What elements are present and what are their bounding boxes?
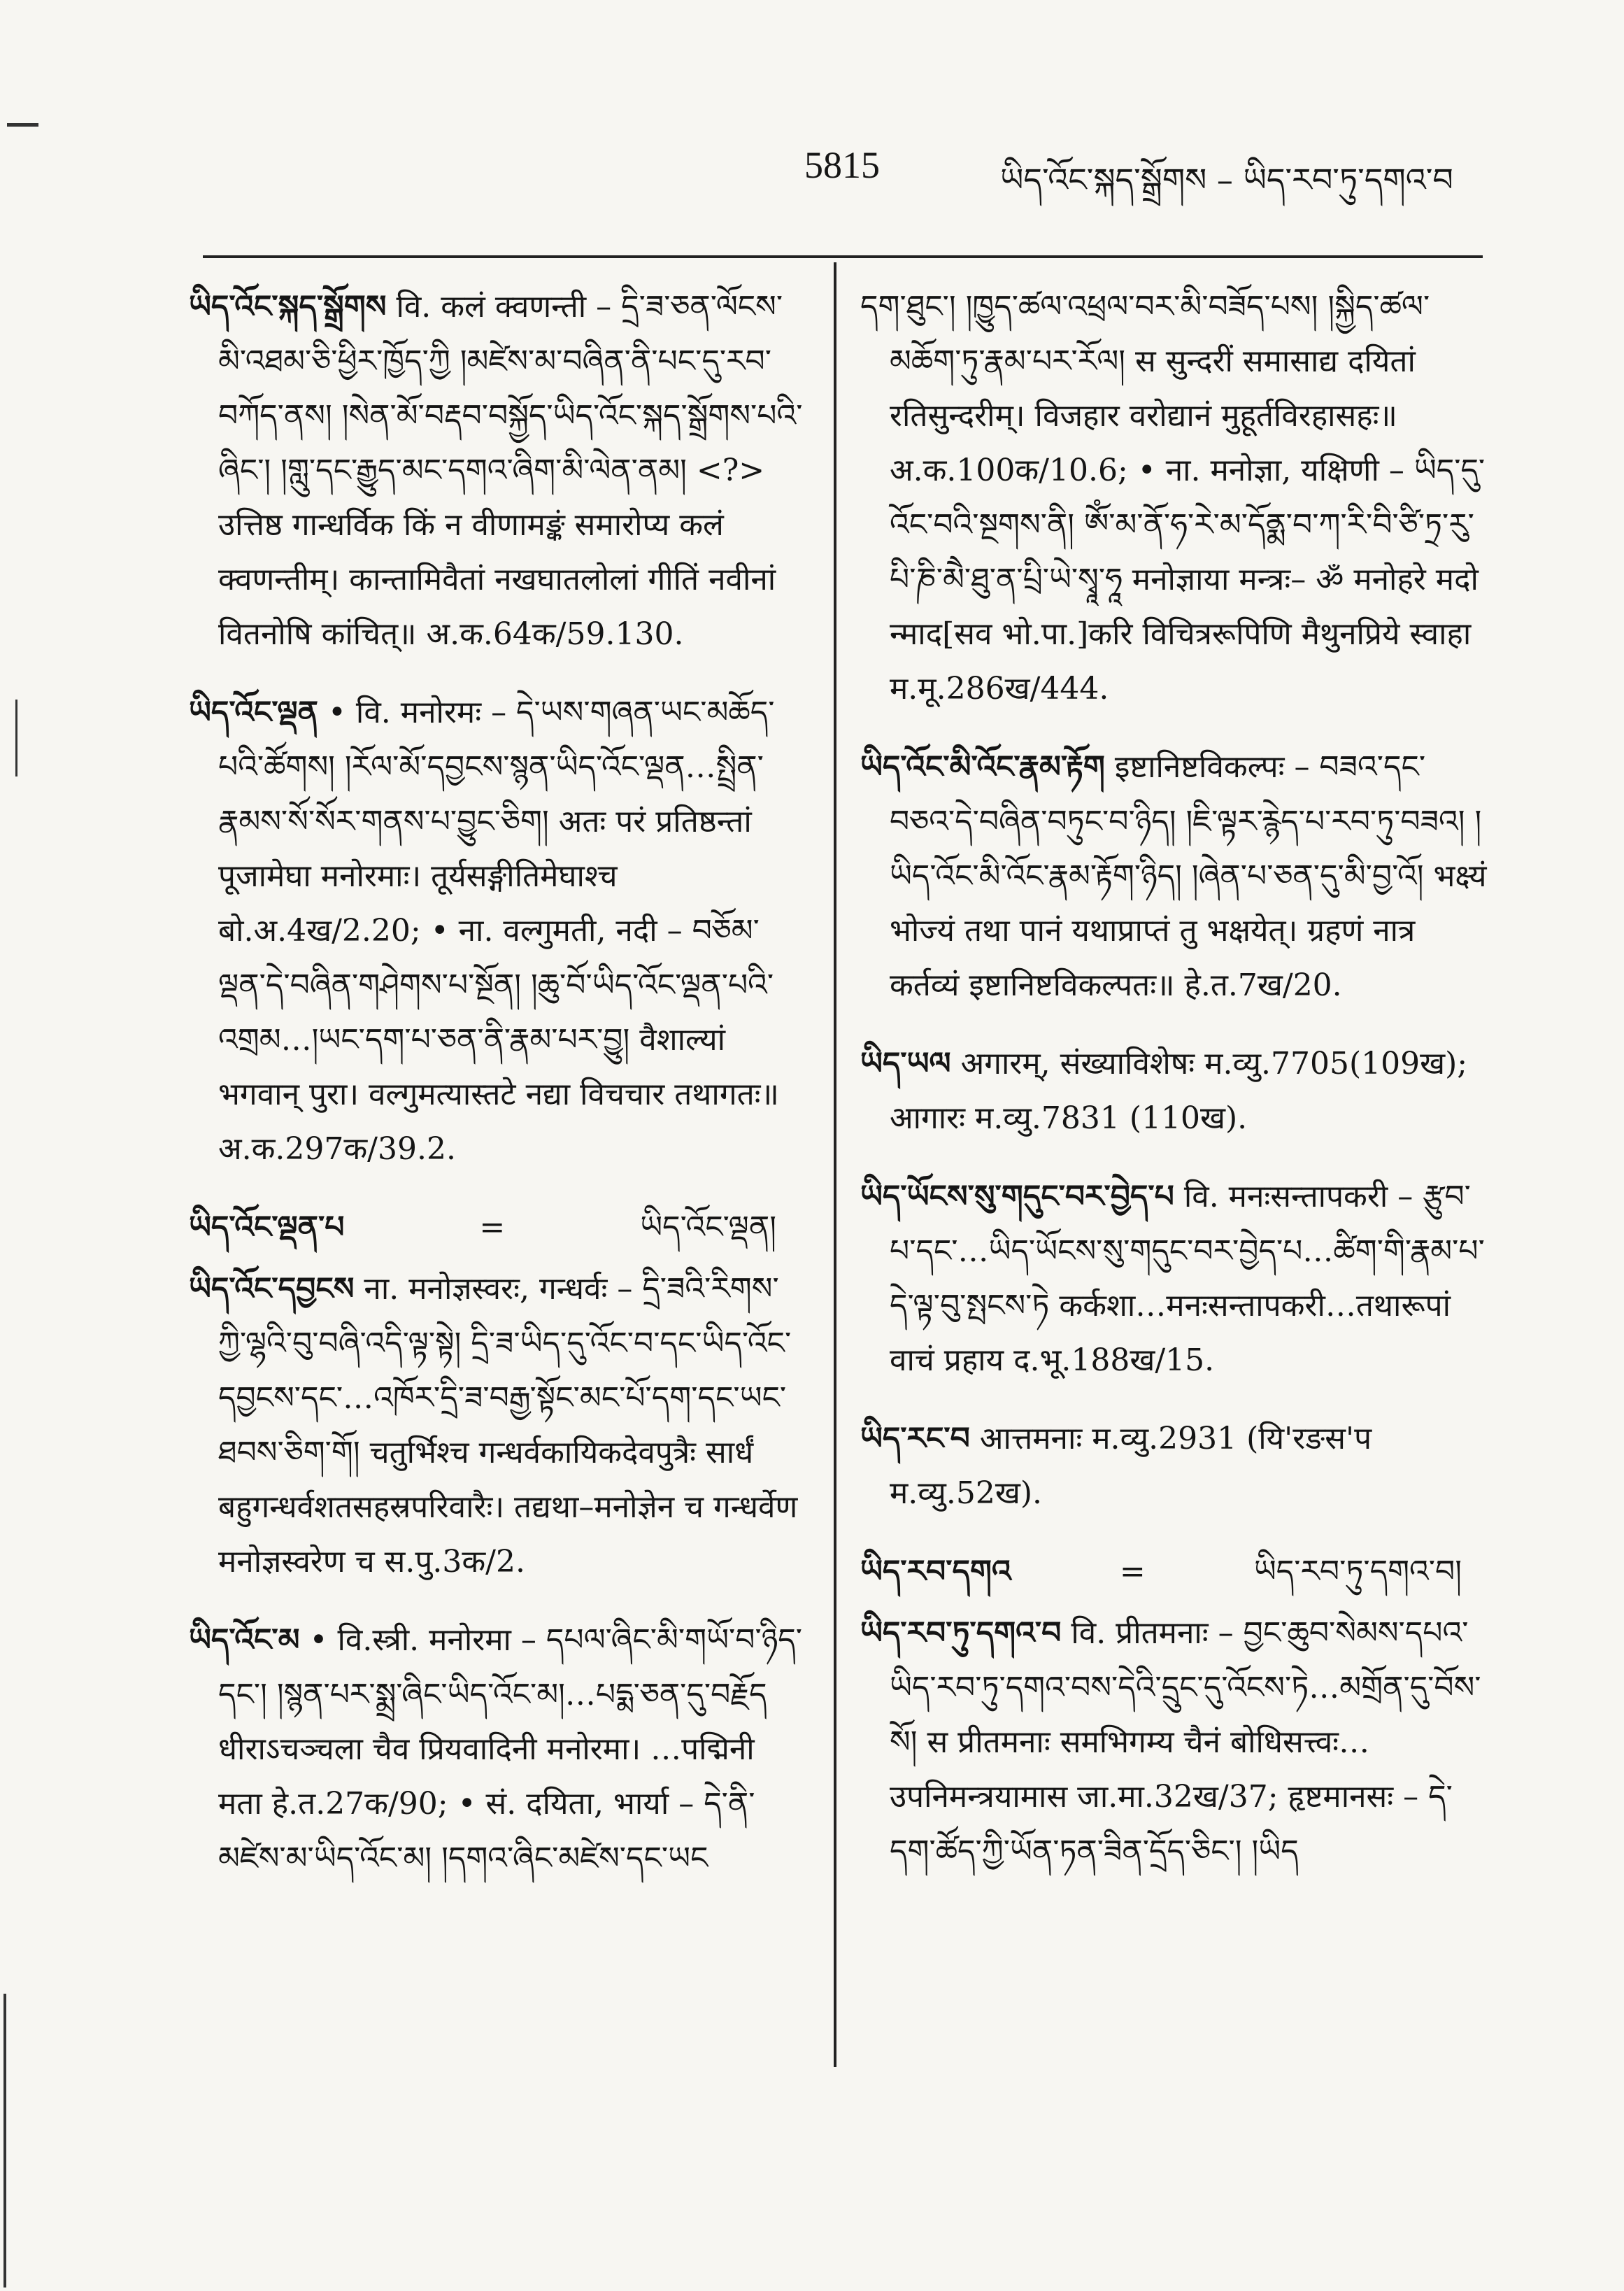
entry-headword: ཡིད་འོང་ལྡན [189, 695, 318, 730]
page-header [0, 143, 1624, 206]
entry-body: इष्टानिष्टविकल्पः – བཟའ་དང་བཅའ་དེ་བཞིན་བཏུང་བ་ཉིད། །ཇི་ལྟར་རྙེད་པ་རབ་ཏུ་བཟའ། །ཡིད་འོང་མི་འོང་རྣམ་རྟོག་ཉིད། །ཞེན་པ་ཅན་དུ་མི་བྱ་འོ། भक्ष्यं भोज्यं तथा पानं यथाप्राप्तं तु भक्षयेत्। ग्रहणं नात्र कर्तव्यं इष्टानिष्टविकल्पतः॥ हे.त.7ख/20. [890, 749, 1487, 1003]
left-column [189, 280, 804, 1910]
xref-target: ཡིད་འོང་ལྡན། [640, 1210, 776, 1245]
entry-body: वि. प्रीतमनाः – བྱང་ཆུབ་སེམས་དཔའ་ཡིད་རབ་ཏུ་དགའ་བས་དེའི་དྲུང་དུ་འོངས་ཏེ…མགྲོན་དུ་བོས་སོ། स प्रीतमनाः समभिगम्य चैनं बोधिसत्त्वः…उपनिमन्त्रयामास जा.मा.32ख/37; हृष्टमानसः – དེ་དག་ཚོད་ཀྱི་ཡོན་ཏན་ཟིན་དྲོད་ཅིང་། །ཡིད [890, 1615, 1481, 1869]
cross-reference-entry [860, 1545, 1490, 1599]
dictionary-entry [860, 1412, 1490, 1521]
entry-body: ना. मनोज्ञस्वरः, गन्धर्वः – དྲི་ཟའི་རིགས་ཀྱི་ལྷའི་བུ་བཞི་འདི་ལྟ་སྟེ། དྲི་ཟ་ཡིད་དུ་འོང་བ་དང་ཡིད་འོང་དབྱངས་དང་…འཁོར་དྲི་ཟ་བརྒྱ་སྟོང་མང་པོ་དག་དང་ཡང་ཐབས་ཅིག་གོ། चतुर्भिश्च गन्धर्वकायिकदेवपुत्रैः सार्धं बहुगन्धर्वशतसहस्रपरिवारैः। तद्यथा–मनोज्ञेन च गन्धर्वेण मनोज्ञस्वरेण च स.पु.3क/2. [218, 1271, 798, 1580]
entry-headword: ཡིད་རབ་ཏུ་དགའ་བ [860, 1615, 1062, 1651]
scan-mark [3, 1994, 6, 2288]
entry-headword: ཡིད་འོང་མི་འོང་རྣམ་རྟོག [860, 749, 1105, 785]
dictionary-entry [860, 1037, 1490, 1146]
entry-headword: ཡིད་འོང་དབྱངས [189, 1271, 355, 1307]
entry-headword: ཡིད་ཡོངས་སུ་གདུང་བར་བྱེད་པ [860, 1179, 1174, 1214]
entry-headword: ཡིད་འོང་སྐད་སྒྲོགས [189, 289, 387, 325]
column-divider [834, 262, 836, 2067]
dictionary-entry [860, 740, 1490, 1013]
entry-body: • वि.स्त्री. मनोरमा – དཔལ་ཞིང་མི་གཡོ་བ་ཉིད་དང་། །སྙན་པར་སྨྲ་ཞིང་ཡིད་འོང་མ།…པདྨ་ཅན་དུ་བརྗོད धीराऽचञ्चला चैव प्रियवादिनी मनोरमा। …पद्मिनी मता हे.त.27क/90; • सं. दयिता, भार्या – དེ་ནི་མཛེས་མ་ཡིད་འོང་མ། །དགའ་ཞིང་མཛེས་དང་ཡང [218, 1622, 802, 1876]
dictionary-entry [189, 1262, 804, 1589]
running-head: ཡིད་འོང་སྐད་སྒྲོགས – ཡིད་རབ་ཏུ་དགའ་བ [1000, 161, 1453, 199]
header-rule [203, 255, 1483, 258]
entry-body: वि. मनःसन्तापकरी – རྩུབ་པ་དང་…ཡིད་ཡོངས་སུ་གདུང་བར་བྱེད་པ…ཚིག་གི་རྣམ་པ་དེ་ལྟ་བུ་སྤངས་ཏེ कर्कशा…मनःसन्तापकरी…तथारूपां वाचं प्रहाय द.भू.188ख/15. [890, 1179, 1485, 1378]
xref-sign: = [1119, 1554, 1146, 1589]
entry-body: आत्तमनाः म.व्यु.2931 (यि'रङस'प म.व्यु.52ख). [890, 1421, 1372, 1511]
entry-body: अगारम्, संख्याविशेषः म.व्यु.7705(109ख); आगारः म.व्यु.7831 (110ख). [890, 1046, 1468, 1136]
entry-headword: ཡིད་འོང་ལྡན་པ [189, 1210, 345, 1245]
page-number: 5815 [804, 144, 880, 186]
scan-mark [7, 123, 38, 127]
entry-body: • वि. मनोरमः – དེ་ཡས་གཞན་ཡང་མཆོད་པའི་ཚོགས། །རོལ་མོ་དབྱངས་སྙན་ཡིད་འོང་ལྡན…སྤྲིན་རྣམས་སོ་སོར་གནས་པ་བྱུང་ཅིག། अतः परं प्रतिष्ठन्तां पूजामेघा मनोरमाः। तूर्यसङ्गीतिमेघाश्च बो.अ.4ख/2.20; • ना. वल्गुमती, नदी – བཅོམ་ལྡན་དེ་བཞིན་གཤེགས་པ་སྔོན། །ཆུ་བོ་ཡིད་འོང་ལྡན་པའི་འགྲམ…།ཡང་དག་པ་ཅན་ནི་རྣམ་པར་བྱུ། वैशाल्यां भगवान् पुरा। वल्गुमत्यास्तटे नद्या विचचार तथागतः॥ अ.क.297क/39.2. [218, 695, 779, 1167]
cross-reference-entry [189, 1200, 804, 1255]
scan-mark [15, 700, 17, 776]
right-column [860, 280, 1490, 1903]
xref-target: ཡིད་རབ་ཏུ་དགའ་བ། [1253, 1554, 1462, 1589]
dictionary-entry [189, 1613, 804, 1886]
entry-headword: ཡིད་རང་བ [860, 1421, 970, 1456]
xref-sign: = [479, 1210, 506, 1245]
entry-body: वि. कलं क्वणन्ती – དྲི་ཟ་ཅན་ལོངས་མི་འཐམ་ཅི་ཕྱིར་ཁྱོད་ཀྱི །མཛེས་མ་བཞིན་ནི་པང་དུ་རབ་བཀོད་ནས། །སེན་མོ་བརྡབ་བསྐྱོད་ཡིད་འོང་སྐད་སྒྲོགས་པའི་ཞིང་། །གླུ་དང་རྒྱུད་མང་དགའ་ཞིག་མི་ལེན་ནམ། <?> उत्तिष्ठ गान्धर्विक किं न वीणामङ्कं समारोप्य कलं क्वणन्तीम्। कान्तामिवैतां नखघातलोलां गीतिं नवीनां वितनोषि कांचित्॥ अ.क.64क/59.130. [218, 289, 803, 652]
entry-body: དག་ཐུང་། །ཁྱུད་ཚལ་འཕྲལ་བར་མི་བཟོད་པས། །སྐྱིད་ཚལ་མཆོག་ཏུ་རྣམ་པར་རོལ། स सुन्दरीं समासाद्य दयितां रतिसुन्दरीम्। विजहार वरोद्यानं मुहूर्तविरहासहः॥ अ.क.100क/10.6; • ना. मनोज्ञा, यक्षिणी – ཡིད་དུ་འོང་བའི་སྔགས་ནི། ཨོཾ་མ་ནོ་ཧ་རེ་མ་དོནྨ་བ་ཀ་རི་བི་ཙི་ཏྲ་རུ་པི་ཎི་མཻ་ཐུ་ན་པྲི་ཡེ་སྭཱ་ཧཱ मनोज्ञाया मन्त्रः– ॐ मनोहरे मदो न्माद[सव भो.पा.]करि विचित्ररूपिणि मैथुनप्रिये स्वाहा म.मू.286ख/444. [860, 289, 1486, 707]
entry-headword: ཡིད་ཡལ [860, 1046, 951, 1081]
dictionary-entry [189, 280, 804, 662]
entry-headword: ཡིད་རབ་དགའ [860, 1554, 1011, 1589]
dictionary-entry [860, 1170, 1490, 1388]
entry-headword: ཡིད་འོང་མ [189, 1622, 300, 1658]
dictionary-entry [189, 686, 804, 1177]
continued-entry [860, 280, 1490, 716]
dictionary-entry [860, 1606, 1490, 1879]
